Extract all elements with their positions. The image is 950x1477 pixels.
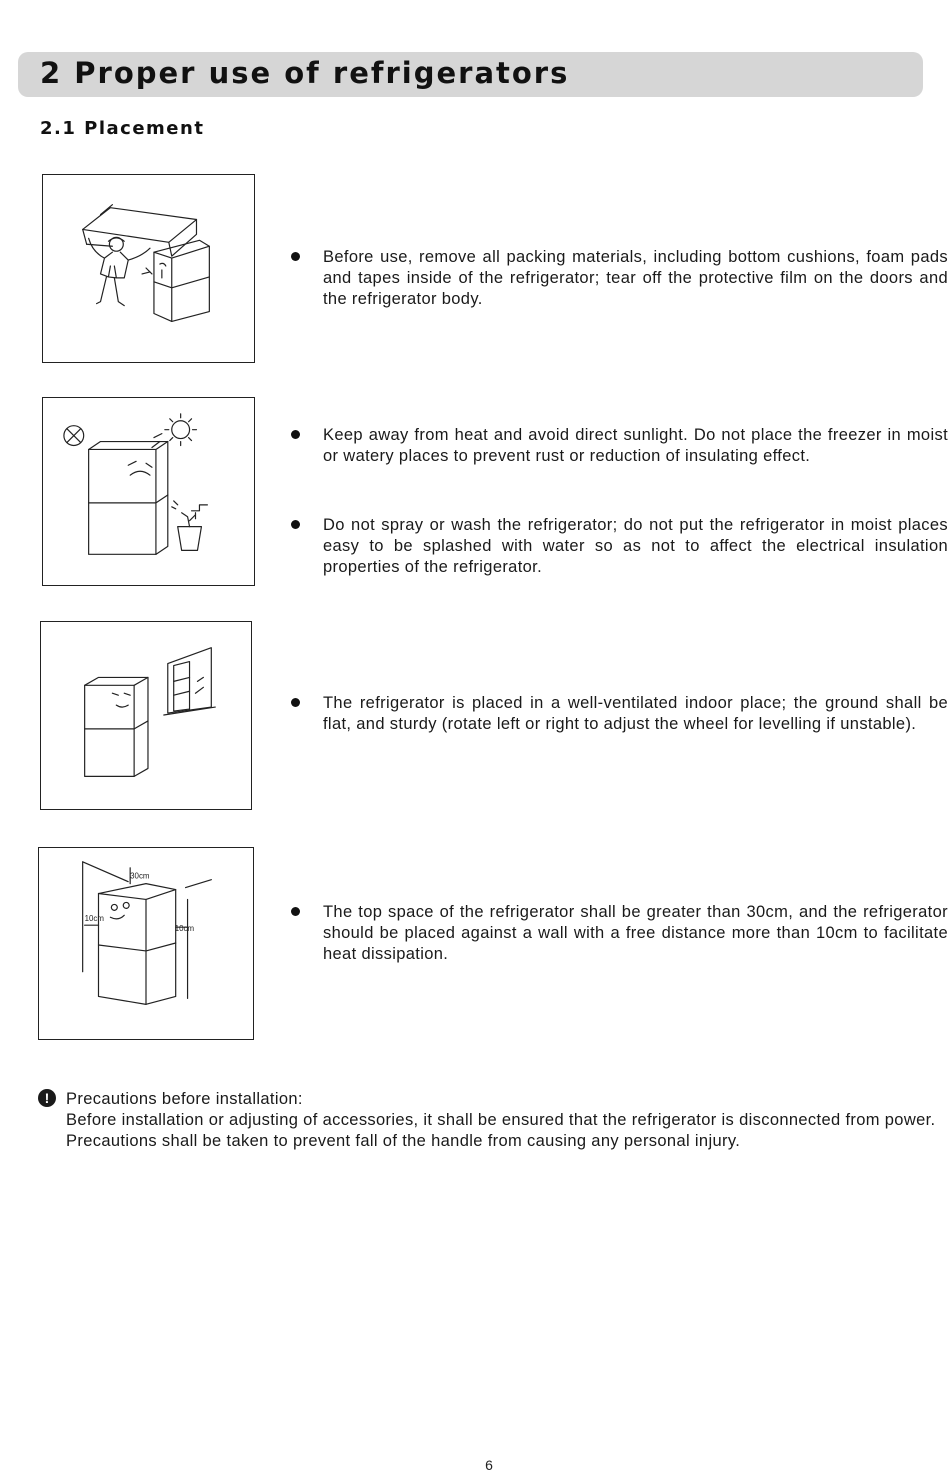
left-clearance-label: 10cm <box>84 914 104 924</box>
item-paragraph: Do not spray or wash the refrigerator; do not put the refrigerator in moist places easy to be splashed with water so as not to affect the electrical insulation properties of the refrigerator. <box>323 516 948 576</box>
section-title: 2 Proper use of refrigerators <box>40 56 570 90</box>
note-line: Before installation or adjusting of accessories, it shall be ensured that the refrigerator is disconnected from power. <box>66 1111 936 1129</box>
section-header-bar <box>18 52 923 97</box>
list-item <box>288 515 948 578</box>
precautions-note <box>38 1089 948 1152</box>
item-paragraph: The top space of the refrigerator shall be greater than 30cm, and the refrigerator should be placed against a wall with a free distance more than 10cm to facilitate heat dissipation. <box>323 903 948 963</box>
note-title: Precautions before installation: <box>66 1090 303 1108</box>
clearance-distance-illustration <box>38 847 254 1040</box>
bullet-icon <box>291 430 300 439</box>
list-item <box>288 902 948 965</box>
list-item <box>288 425 948 467</box>
item-paragraph: Before use, remove all packing materials, including bottom cushions, foam pads and tapes inside of the refrigerator; tear off the protective film on the doors and the refrigerator body. <box>323 248 948 308</box>
right-clearance-label: 10cm <box>174 924 195 934</box>
item-paragraph: The refrigerator is placed in a well-ventilated indoor place; the ground shall be flat, and sturdy (rotate left or right to adjust the wheel for levelling if unstable). <box>323 694 948 733</box>
note-line: Precautions shall be taken to prevent fall of the handle from causing any personal injury. <box>66 1132 741 1150</box>
person-unpacking-fridge-illustration <box>42 174 255 363</box>
top-clearance-label: 30cm <box>130 871 150 881</box>
bullet-icon <box>291 252 300 261</box>
page-number: 6 <box>485 1457 493 1473</box>
item-paragraph: Keep away from heat and avoid direct sunlight. Do not place the freezer in moist or watery places to prevent rust or reduction of insulating effect. <box>323 426 948 465</box>
ventilated-room-illustration <box>40 621 252 810</box>
list-item <box>288 693 948 735</box>
bullet-icon <box>291 520 300 529</box>
subsection-title: 2.1 Placement <box>40 118 205 139</box>
bullet-icon <box>291 698 300 707</box>
heat-and-water-warning-illustration <box>42 397 255 586</box>
bullet-icon <box>291 907 300 916</box>
exclamation-icon: ! <box>38 1089 56 1107</box>
list-item <box>288 247 948 310</box>
